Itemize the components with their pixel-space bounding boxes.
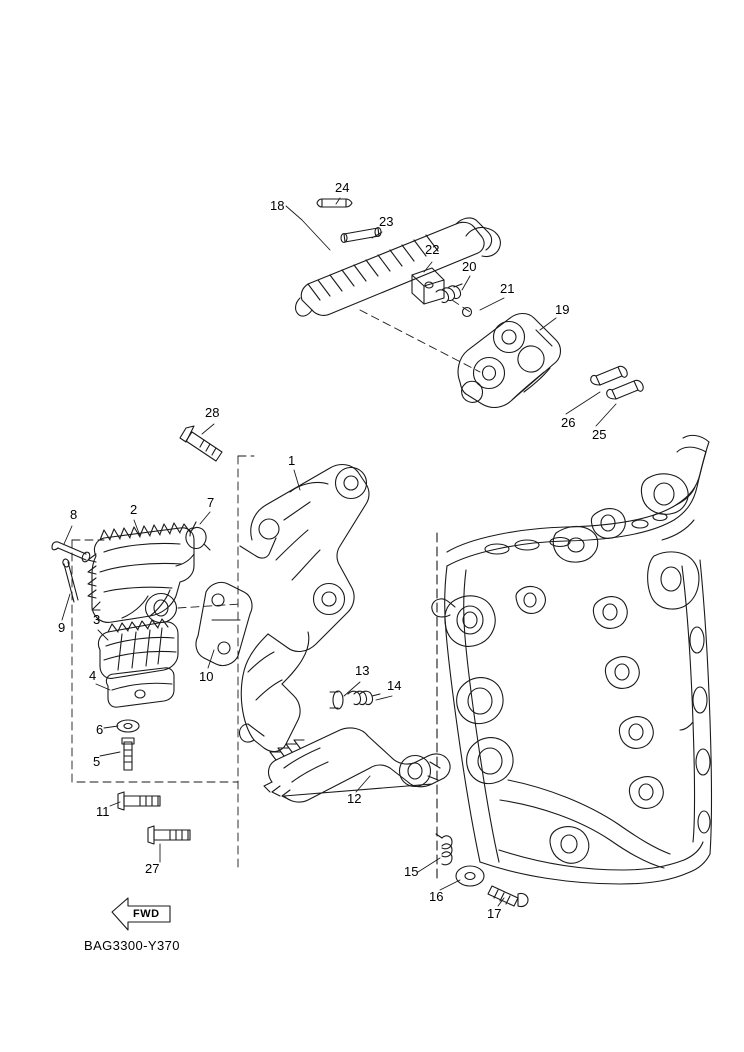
frame-assembly — [432, 435, 712, 884]
callout-26: 26 — [561, 415, 576, 430]
callout-28: 28 — [205, 405, 220, 420]
callout-18: 18 — [270, 198, 285, 213]
callout-22: 22 — [425, 242, 440, 257]
part-16-washer — [456, 866, 484, 886]
callout-2: 2 — [130, 502, 138, 517]
part-11-bolt — [118, 792, 160, 810]
callout-5: 5 — [93, 754, 101, 769]
callout-16: 16 — [429, 889, 444, 904]
callout-1: 1 — [288, 453, 296, 468]
part-1-main-bracket — [239, 465, 369, 752]
callout-24: 24 — [335, 180, 350, 195]
part-14-spring-clip — [348, 691, 380, 704]
callout-20: 20 — [462, 259, 477, 274]
callout-8: 8 — [70, 507, 78, 522]
callout-14: 14 — [387, 678, 402, 693]
callout-12: 12 — [347, 791, 362, 806]
diagram-code: BAG3300-Y370 — [84, 938, 180, 953]
part-27-bolt — [148, 826, 190, 844]
part-24-pin — [317, 199, 352, 207]
callout-4: 4 — [89, 668, 97, 683]
callout-27: 27 — [145, 861, 160, 876]
part-17-bolt — [488, 886, 528, 907]
callout-21: 21 — [500, 281, 515, 296]
callout-6: 6 — [96, 722, 104, 737]
part-5-bolt — [122, 738, 134, 770]
part-26-bolt — [591, 366, 627, 385]
part-19-bracket — [458, 314, 560, 408]
part-15-spring — [436, 834, 452, 865]
part-28-bolt — [180, 426, 222, 461]
callout-7: 7 — [207, 495, 215, 510]
part-6-washer — [117, 720, 139, 732]
part-7-spring — [186, 522, 210, 550]
callout-19: 19 — [555, 302, 570, 317]
part-25-bolt — [607, 380, 643, 399]
callout-11: 11 — [96, 804, 110, 819]
fwd-label: FWD — [133, 908, 160, 920]
part-13-washer — [330, 691, 343, 709]
part-21-pin — [463, 308, 472, 317]
callout-3: 3 — [93, 612, 101, 627]
callout-13: 13 — [355, 663, 370, 678]
callout-15: 15 — [404, 864, 419, 879]
part-23-pin — [341, 228, 381, 243]
callout-10: 10 — [199, 669, 214, 684]
callout-23: 23 — [379, 214, 394, 229]
part-3-footrest-pad — [98, 619, 178, 678]
assembly-guides — [72, 300, 480, 870]
part-10-plate — [196, 582, 252, 665]
callout-25: 25 — [592, 427, 607, 442]
callout-17: 17 — [487, 906, 502, 921]
callout-9: 9 — [58, 620, 66, 635]
leader-lines — [62, 198, 616, 906]
